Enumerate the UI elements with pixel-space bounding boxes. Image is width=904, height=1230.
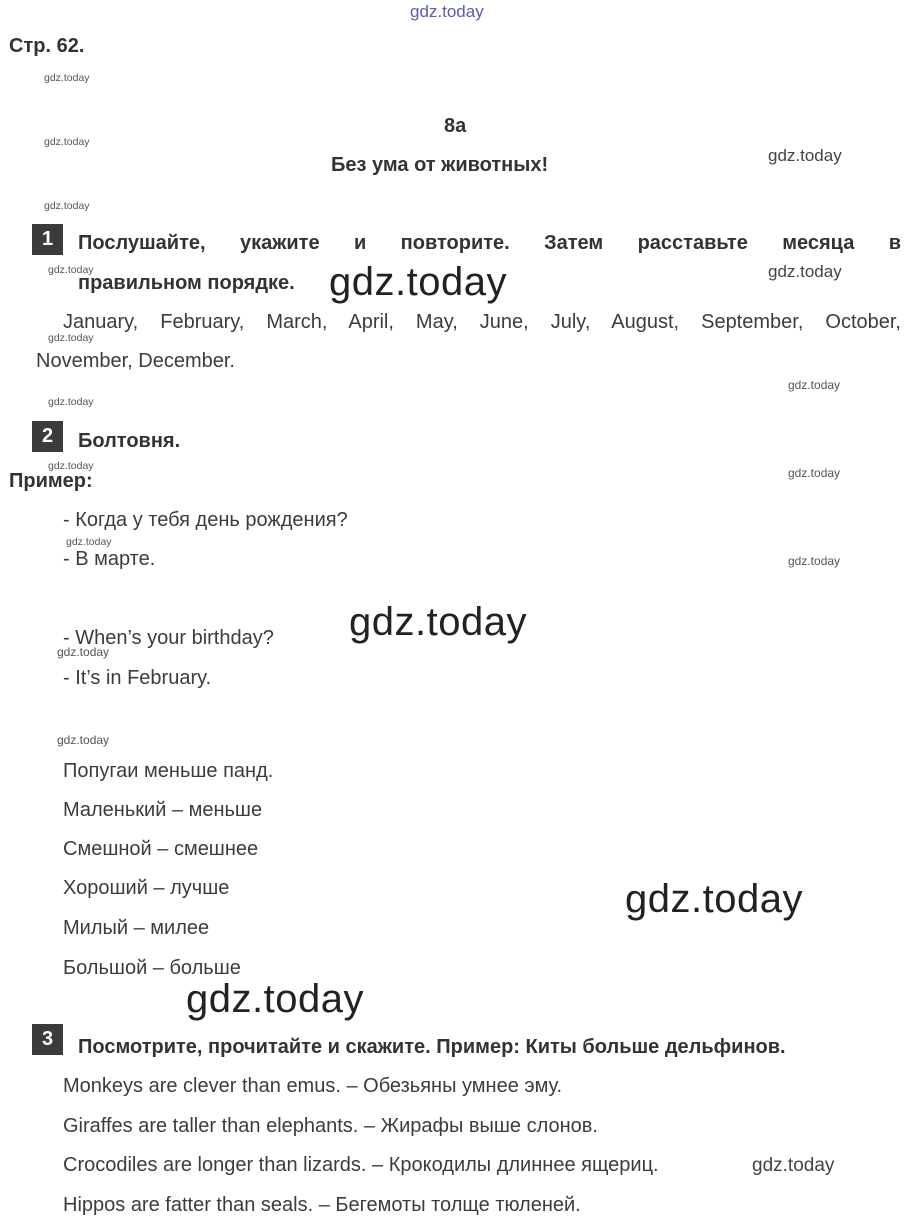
example-label: Пример: [9,470,93,492]
comparison-line: Crocodiles are longer than lizards. – Крокодилы длиннее ящериц. [63,1154,659,1176]
watermark-small: gdz.today [48,460,94,472]
exercise-1-instruction-line1: Послушайте, укажите и повторите. Затем расставьте месяца в [78,232,901,254]
exercise-3-instruction: Посмотрите, прочитайте и скажите. Пример: Киты больше дельфинов. [78,1036,786,1058]
comparison-line: Hippos are fatter than seals. – Бегемоты толще тюленей. [63,1194,581,1216]
comparison-line: Monkeys are clever than emus. – Обезьяны умнее эму. [63,1075,563,1097]
months-line2: November, December. [36,350,235,372]
watermark-large: gdz.today [625,877,803,921]
dialogue-en-question: - When’s your birthday? [63,627,274,649]
phrase-item: Хороший – лучше [63,877,230,899]
watermark-small: gdz.today [44,72,90,84]
watermark-small: gdz.today [788,466,841,480]
comparison-line: Giraffes are taller than elephants. – Жирафы выше слонов. [63,1115,598,1137]
dialogue-en-answer: - It’s in February. [63,667,212,689]
exercise-2-number: 2 [32,421,63,452]
watermark-small: gdz.today [44,200,90,212]
unit-title: Без ума от животных! [331,154,549,176]
months-line1: January, February, March, April, May, June, July, August, September, October, [63,311,901,333]
watermark-medium: gdz.today [768,146,842,165]
phrase-item: Большой – больше [63,957,241,979]
phrase-item: Милый – милее [63,917,210,939]
watermark-large: gdz.today [186,977,364,1021]
watermark-small: gdz.today [48,264,94,276]
watermark-large: gdz.today [349,600,527,644]
watermark-small: gdz.today [788,554,841,568]
phrase-item: Смешной – смешнее [63,838,259,860]
watermark-top: gdz.today [410,2,484,21]
watermark-large: gdz.today [329,260,507,304]
exercise-2-title: Болтовня. [78,430,181,452]
watermark-small: gdz.today [48,332,94,344]
page-reference: Стр. 62. [9,35,85,57]
exercise-1-instruction-line2: правильном порядке. [78,272,295,294]
watermark-medium: gdz.today [752,1155,835,1176]
exercise-1-number: 1 [32,224,63,255]
watermark-small: gdz.today [788,378,841,392]
watermark-small: gdz.today [57,733,110,747]
exercise-3-number: 3 [32,1024,63,1055]
watermark-small: gdz.today [66,536,112,548]
watermark-small: gdz.today [44,136,90,148]
watermark-small: gdz.today [48,396,94,408]
watermark-small: gdz.today [57,645,110,659]
watermark-medium: gdz.today [768,262,842,281]
phrase-item: Маленький – меньше [63,799,263,821]
dialogue-ru-question: - Когда у тебя день рождения? [63,509,348,531]
phrase-item: Попугаи меньше панд. [63,760,274,782]
unit-number: 8a [444,115,467,137]
dialogue-ru-answer: - В марте. [63,548,156,570]
